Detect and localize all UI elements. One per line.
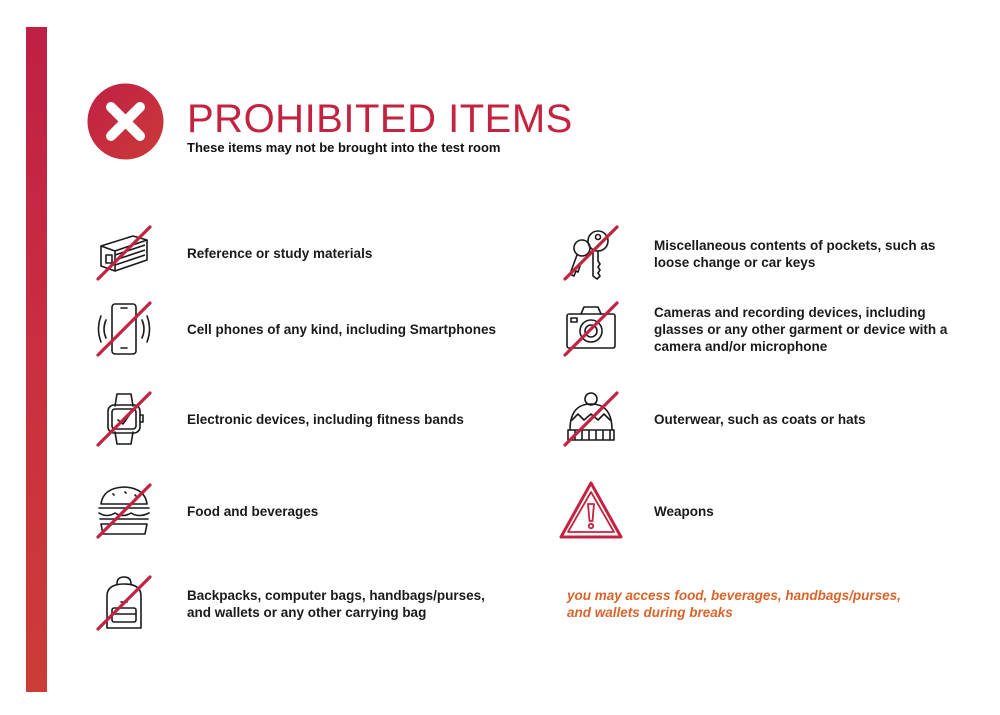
- burger-icon: [95, 482, 153, 540]
- winter-hat-icon: [562, 390, 620, 448]
- backpack-icon: [95, 574, 153, 632]
- page-title: PROHIBITED ITEMS: [187, 97, 573, 141]
- item-label-reference: Reference or study materials: [187, 246, 373, 261]
- smartwatch-icon: [95, 390, 153, 448]
- item-label-cell-phones: Cell phones of any kind, including Smartphones: [187, 322, 497, 337]
- keys-icon: [562, 224, 620, 282]
- cell-phone-icon: [95, 300, 153, 358]
- warning-icon: [558, 480, 624, 542]
- item-label-weapons: Weapons: [654, 504, 714, 519]
- item-label-food: Food and beverages: [187, 504, 319, 519]
- page-subtitle: These items may not be brought into the test room: [187, 140, 501, 155]
- side-accent-bar: [26, 27, 47, 692]
- camera-icon: [562, 300, 620, 358]
- item-label-outerwear: Outerwear, such as coats or hats: [654, 412, 866, 427]
- book-icon: [95, 224, 153, 282]
- prohibited-x-icon: [87, 83, 164, 160]
- item-label-cameras: Cameras and recording devices, including glasses or any other garment or device with a camera and/or microphone: [654, 305, 948, 354]
- item-label-pockets: Miscellaneous contents of pockets, such as loose change or car keys: [654, 238, 936, 270]
- item-label-bags: Backpacks, computer bags, handbags/purses, and wallets or any other carrying bag: [187, 588, 485, 620]
- breaks-note: you may access food, beverages, handbags/purses, and wallets during breaks: [567, 588, 901, 620]
- item-label-electronics: Electronic devices, including fitness bands: [187, 412, 464, 427]
